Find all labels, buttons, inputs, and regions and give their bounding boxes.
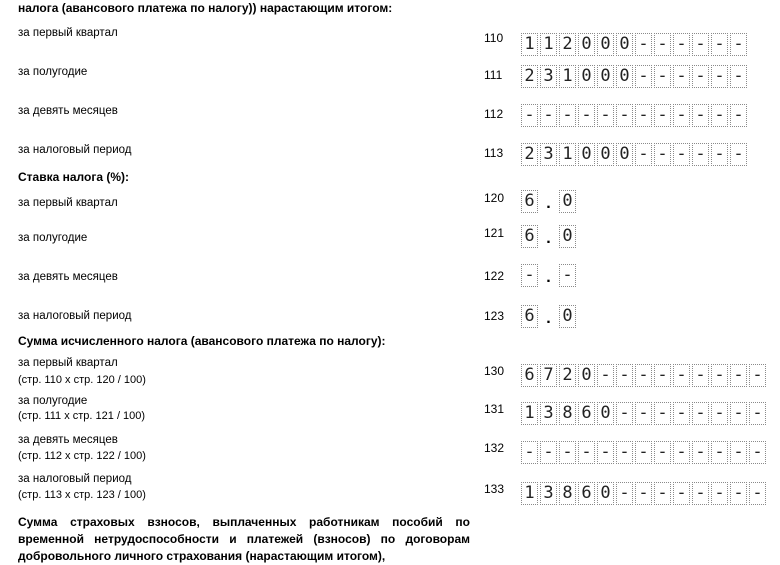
digit-cell[interactable]: - [692,441,709,464]
digit-cells[interactable] [521,143,749,166]
digit-cell[interactable]: - [749,402,766,425]
rate-cells[interactable] [521,225,578,248]
digit-cell[interactable]: 0 [578,33,595,56]
footer-paragraph: Сумма страховых взносов, выплаченных работникам пособий по временной нетрудоспособности и платежей (взносов) по договорам добровольного личного страхования (нарастающим итогом), [18,515,470,563]
digit-cell[interactable]: - [730,441,747,464]
digit-cell[interactable]: - [711,104,728,127]
digit-cell[interactable]: - [654,33,671,56]
digit-cell[interactable]: 0 [578,143,595,166]
digit-cell[interactable]: - [711,441,728,464]
digit-cell[interactable]: - [616,104,633,127]
digit-cell[interactable]: - [673,402,690,425]
decimal-point: . [546,269,551,286]
rate-int-cell[interactable]: 6 [521,190,538,213]
digit-cell[interactable]: - [616,482,633,505]
rate-frac-cell[interactable]: 0 [559,225,576,248]
digit-cell[interactable]: 6 [578,482,595,505]
rate-frac-cell[interactable]: - [559,264,576,287]
digit-cell[interactable]: 1 [521,33,538,56]
digit-cell[interactable]: - [749,364,766,387]
digit-cell[interactable]: - [616,402,633,425]
digit-cell[interactable]: 1 [540,33,557,56]
digit-cell[interactable]: - [635,33,652,56]
row-formula: (стр. 113 х стр. 123 / 100) [18,489,146,501]
digit-cells[interactable] [521,402,768,425]
digit-cell[interactable]: - [692,402,709,425]
digit-cell[interactable]: - [692,482,709,505]
digit-cell[interactable]: 0 [597,143,614,166]
digit-cell[interactable]: - [597,441,614,464]
digit-cell[interactable]: - [730,65,747,88]
line-code: 112 [484,107,504,121]
line-code: 131 [484,402,505,416]
digit-cell[interactable]: - [654,482,671,505]
section-heading-tax-base: налога (авансового платежа по налогу)) нарастающим итогом: [18,1,393,15]
digit-cell[interactable]: - [654,364,671,387]
digit-cell[interactable]: - [711,65,728,88]
rate-int-cell[interactable]: - [521,264,538,287]
digit-cell[interactable]: - [521,104,538,127]
digit-cell[interactable]: 0 [597,402,614,425]
rate-cells[interactable] [521,264,578,287]
digit-cell[interactable]: - [692,104,709,127]
digit-cell[interactable]: - [730,104,747,127]
line-code: 111 [484,68,503,82]
digit-cell[interactable]: 0 [616,143,633,166]
digit-cell[interactable]: 8 [559,482,576,505]
digit-cells[interactable] [521,65,749,88]
digit-cell[interactable]: - [711,143,728,166]
digit-cell[interactable]: - [749,482,766,505]
digit-cell[interactable]: - [597,104,614,127]
digit-cell[interactable]: 0 [597,33,614,56]
digit-cells[interactable] [521,33,749,56]
digit-cell[interactable]: 0 [597,482,614,505]
digit-cell[interactable]: 2 [559,33,576,56]
line-code: 110 [484,31,504,45]
line-code: 130 [484,364,505,378]
digit-cell[interactable]: 2 [521,143,538,166]
digit-cell[interactable]: - [635,402,652,425]
digit-cell[interactable]: - [635,364,652,387]
digit-cell[interactable]: - [673,143,690,166]
digit-cell[interactable]: - [654,402,671,425]
rate-frac-cell[interactable]: 0 [559,305,576,328]
digit-cells[interactable] [521,104,749,127]
row-label: за первый квартал [18,357,118,369]
digit-cell[interactable]: 3 [540,65,557,88]
digit-cell[interactable]: - [635,65,652,88]
digit-cell[interactable]: - [540,441,557,464]
digit-cell[interactable]: - [559,441,576,464]
row-label: за налоговый период [18,310,132,322]
row-formula: (стр. 111 х стр. 121 / 100) [18,410,146,422]
digit-cell[interactable]: 3 [540,482,557,505]
section-heading-calc: Сумма исчисленного налога (авансового платежа по налогу): [18,334,386,348]
digit-cell[interactable]: - [673,104,690,127]
digit-cell[interactable]: - [711,33,728,56]
digit-cell[interactable]: - [578,441,595,464]
digit-cell[interactable]: - [616,364,633,387]
digit-cell[interactable]: - [673,482,690,505]
digit-cell[interactable]: 3 [540,143,557,166]
digit-cell[interactable]: - [730,364,747,387]
rate-cells[interactable] [521,190,578,213]
digit-cell[interactable]: - [635,104,652,127]
digit-cell[interactable]: - [730,482,747,505]
digit-cell[interactable]: - [673,364,690,387]
rate-cells[interactable] [521,305,578,328]
digit-cell[interactable]: - [673,65,690,88]
digit-cell[interactable]: - [711,402,728,425]
digit-cell[interactable]: 0 [616,33,633,56]
digit-cell[interactable]: 1 [521,482,538,505]
digit-cell[interactable]: - [635,441,652,464]
digit-cell[interactable]: - [616,441,633,464]
digit-cell[interactable]: - [692,33,709,56]
digit-cell[interactable]: - [673,441,690,464]
digit-cell[interactable]: - [654,65,671,88]
line-code: 113 [484,146,504,160]
line-code: 132 [484,441,505,455]
line-code: 122 [484,269,505,283]
digit-cell[interactable]: 6 [578,402,595,425]
digit-cell[interactable]: 2 [521,65,538,88]
digit-cell[interactable]: - [711,364,728,387]
row-label: за налоговый период [18,473,132,485]
row-label: за девять месяцев [18,434,118,446]
row-label: за налоговый период [18,144,132,156]
digit-cell[interactable]: - [749,441,766,464]
digit-cell[interactable]: - [654,143,671,166]
digit-cells[interactable] [521,482,768,505]
digit-cell[interactable]: 1 [559,143,576,166]
decimal-point: . [546,230,551,247]
digit-cell[interactable]: 0 [578,65,595,88]
digit-cell[interactable]: - [730,143,747,166]
digit-cell[interactable]: 7 [540,364,557,387]
decimal-point: . [546,195,551,212]
row-label: за первый квартал [18,197,118,209]
digit-cell[interactable]: 0 [616,65,633,88]
rate-int-cell[interactable]: 6 [521,225,538,248]
digit-cell[interactable]: - [597,364,614,387]
digit-cell[interactable]: 1 [521,402,538,425]
digit-cell[interactable]: - [578,104,595,127]
digit-cell[interactable]: - [654,104,671,127]
digit-cell[interactable]: - [692,143,709,166]
digit-cell[interactable]: 8 [559,402,576,425]
digit-cells[interactable] [521,364,768,387]
line-code: 133 [484,482,505,496]
row-label: за полугодие [18,232,88,244]
row-label: за девять месяцев [18,271,118,283]
digit-cell[interactable]: - [730,402,747,425]
rate-int-cell[interactable]: 6 [521,305,538,328]
digit-cell[interactable]: - [635,482,652,505]
section-heading-rate: Ставка налога (%): [18,170,129,184]
row-label: за девять месяцев [18,105,118,117]
digit-cell[interactable]: - [730,33,747,56]
digit-cell[interactable]: - [673,33,690,56]
decimal-point: . [546,310,551,327]
digit-cell[interactable]: - [692,65,709,88]
digit-cell[interactable]: - [711,482,728,505]
digit-cells[interactable] [521,441,768,464]
digit-cell[interactable]: - [540,104,557,127]
row-label: за первый квартал [18,27,118,39]
row-formula: (стр. 110 х стр. 120 / 100) [18,374,146,386]
row-label: за полугодие [18,395,88,407]
digit-cell[interactable]: - [559,104,576,127]
digit-cell[interactable]: 0 [597,65,614,88]
digit-cell[interactable]: 2 [559,364,576,387]
line-code: 123 [484,309,505,323]
line-code: 121 [484,226,505,240]
row-label: за полугодие [18,66,88,78]
digit-cell[interactable]: - [654,441,671,464]
rate-frac-cell[interactable]: 0 [559,190,576,213]
line-code: 120 [484,191,505,205]
digit-cell[interactable]: - [521,441,538,464]
row-formula: (стр. 112 х стр. 122 / 100) [18,450,146,462]
digit-cell[interactable]: 0 [578,364,595,387]
digit-cell[interactable]: 6 [521,364,538,387]
digit-cell[interactable]: 3 [540,402,557,425]
digit-cell[interactable]: 1 [559,65,576,88]
digit-cell[interactable]: - [635,143,652,166]
digit-cell[interactable]: - [692,364,709,387]
